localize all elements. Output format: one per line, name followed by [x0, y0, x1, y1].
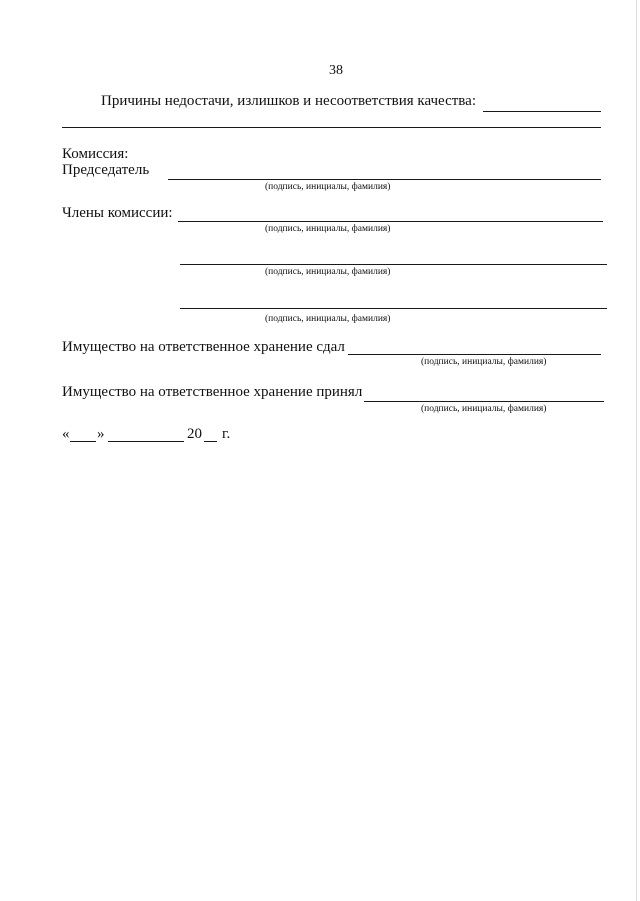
date-close-quote: »: [97, 426, 105, 442]
member-2-signature-caption: (подпись, инициалы, фамилия): [265, 267, 391, 277]
date-century: 20: [187, 426, 202, 442]
handed-over-label: Имущество на ответственное хранение сдал: [62, 339, 345, 355]
chairman-signature-caption: (подпись, инициалы, фамилия): [265, 182, 391, 192]
date-month-line: [108, 441, 184, 442]
member-1-signature-caption: (подпись, инициалы, фамилия): [265, 224, 391, 234]
date-day-line: [70, 441, 96, 442]
handed-over-signature-line: [348, 354, 601, 355]
received-signature-caption: (подпись, инициалы, фамилия): [421, 404, 547, 414]
received-signature-line: [364, 401, 604, 402]
chairman-signature-line: [168, 179, 601, 180]
scan-edge: [636, 0, 637, 901]
date-open-quote: «: [62, 426, 70, 442]
member-1-signature-line: [178, 221, 603, 222]
page-number: 38: [329, 63, 343, 78]
handed-over-signature-caption: (подпись, инициалы, фамилия): [421, 357, 547, 367]
received-label: Имущество на ответственное хранение принял: [62, 384, 363, 400]
date-year-suffix: г.: [222, 426, 231, 442]
member-2-signature-line: [180, 264, 607, 265]
member-3-signature-caption: (подпись, инициалы, фамилия): [265, 314, 391, 324]
date-year-line: [204, 441, 217, 442]
reasons-line-2: [62, 127, 601, 128]
commission-title: Комиссия:: [62, 146, 129, 162]
chairman-label: Председатель: [62, 162, 150, 178]
reasons-line-1: [483, 111, 601, 112]
member-3-signature-line: [180, 308, 607, 309]
members-label: Члены комиссии:: [62, 205, 173, 221]
reasons-label: Причины недостачи, излишков и несоответствия качества:: [101, 93, 477, 109]
